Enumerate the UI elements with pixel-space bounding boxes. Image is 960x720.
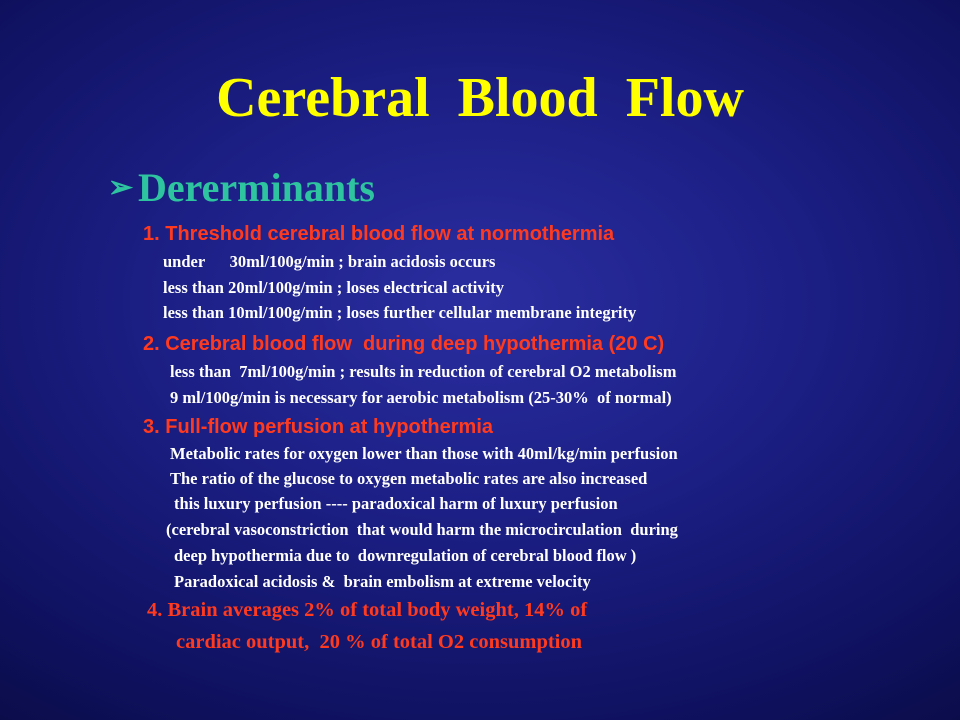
item-3-detail-5: deep hypothermia due to downregulation of cerebral blood flow ) [174, 546, 637, 565]
item-1-detail-2: less than 20ml/100g/min ; loses electrical activity [163, 278, 504, 297]
item-4-label: 4. Brain averages 2% of total body weight, 14% of [147, 599, 588, 621]
item-2-label: 2. Cerebral blood flow during deep hypothermia (20 C) [143, 333, 665, 355]
item-3-detail-1: Metabolic rates for oxygen lower than those with 40ml/kg/min perfusion [170, 444, 678, 463]
item-1-detail-3: less than 10ml/100g/min ; loses further cellular membrane integrity [163, 303, 637, 322]
item-3-detail-3: this luxury perfusion ---- paradoxical harm of luxury perfusion [174, 494, 618, 513]
item-3-detail-2: The ratio of the glucose to oxygen metabolic rates are also increased [170, 469, 648, 488]
item-3-detail-4: (cerebral vasoconstriction that would harm the microcirculation during [166, 520, 678, 539]
item-3-label: 3. Full-flow perfusion at hypothermia [143, 416, 494, 438]
item-3-detail-6: Paradoxical acidosis & brain embolism at extreme velocity [174, 572, 591, 591]
item-4-label-continued: cardiac output, 20 % of total O2 consumption [176, 631, 583, 653]
item-2-detail-1: less than 7ml/100g/min ; results in reduction of cerebral O2 metabolism [170, 362, 677, 381]
arrow-bullet-icon: ➢ [108, 171, 134, 204]
item-1-label: 1. Threshold cerebral blood flow at normothermia [143, 223, 615, 245]
item-1-detail-1: under 30ml/100g/min ; brain acidosis occurs [163, 252, 496, 271]
item-2-detail-2: 9 ml/100g/min is necessary for aerobic metabolism (25-30% of normal) [170, 388, 672, 407]
slide-title: Cerebral Blood Flow [216, 67, 744, 129]
section-heading-text: Dererminants [138, 165, 375, 210]
section-heading [108, 166, 375, 210]
